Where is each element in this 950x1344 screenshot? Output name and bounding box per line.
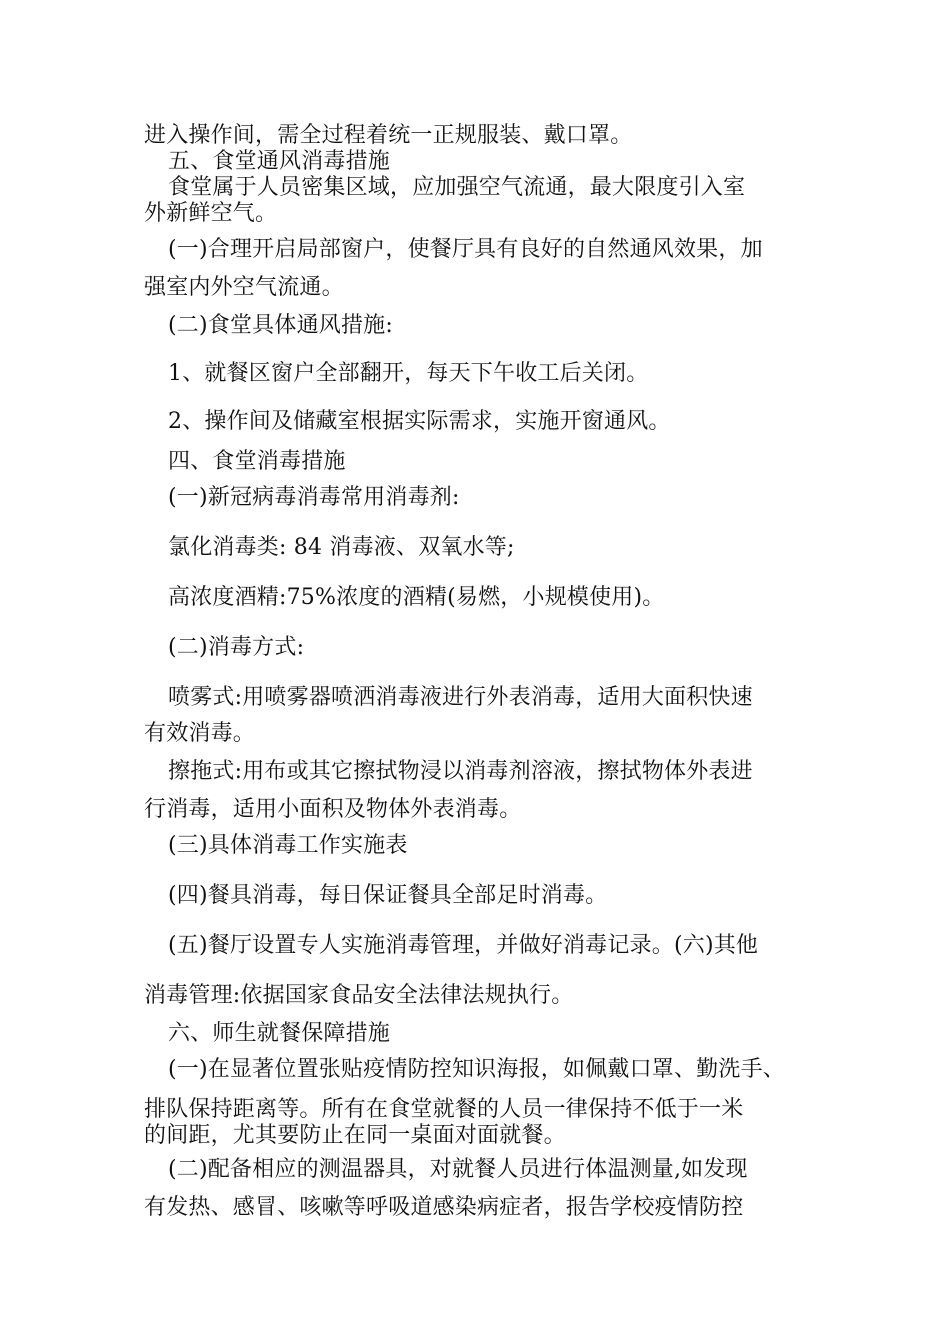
text-line: 喷雾式:用喷雾器喷洒消毒液进行外表消毒，适用大面积快速 <box>168 685 753 710</box>
text-line: (五)餐厅设置专人实施消毒管理，并做好消毒记录。(六)其他 <box>168 933 759 958</box>
text-line: 有效消毒。 <box>144 721 256 746</box>
text-line: (二)配备相应的测温器具，对就餐人员进行体温测量,如发现 <box>168 1157 748 1182</box>
section-heading: 五、食堂通风消毒措施 <box>168 149 391 174</box>
section-heading: 六、师生就餐保障措施 <box>168 1021 391 1046</box>
text-line: (一)在显著位置张贴疫情防控知识海报，如佩戴口罩、勤洗手、 <box>168 1057 785 1082</box>
text-line: 高浓度酒精:75%浓度的酒精(易燃，小规模使用)。 <box>168 585 665 610</box>
text-line: 氯化消毒类: 84 消毒液、双氧水等; <box>168 535 515 560</box>
text-line: 食堂属于人员密集区域，应加强空气流通，最大限度引入室 <box>168 175 746 200</box>
text-line: 有发热、感冒、咳嗽等呼吸道感染病症者，报告学校疫情防控 <box>144 1195 744 1220</box>
text-line: 强室内外空气流通。 <box>144 275 344 300</box>
text-line: (四)餐具消毒，每日保证餐具全部足时消毒。 <box>168 883 608 908</box>
text-line: 消毒管理:依据国家食品安全法律法规执行。 <box>144 983 574 1008</box>
text-line: (二)消毒方式: <box>168 635 305 660</box>
text-line: 排队保持距离等。所有在食堂就餐的人员一律保持不低于一米 <box>144 1097 744 1122</box>
text-line: 1、就餐区窗户全部翻开，每天下午收工后关闭。 <box>168 361 649 386</box>
text-line: (三)具体消毒工作实施表 <box>168 833 408 858</box>
text-line: 行消毒，适用小面积及物体外表消毒。 <box>144 797 522 822</box>
text-line: 擦拖式:用布或其它擦拭物浸以消毒剂溶液，擦拭物体外表进 <box>168 759 753 784</box>
section-heading: 四、食堂消毒措施 <box>168 449 346 474</box>
text-line: 进入操作间，需全过程着统一正规服装、戴口罩。 <box>144 123 633 148</box>
text-line: (二)食堂具体通风措施: <box>168 313 393 338</box>
text-line: 2、操作间及储藏室根据实际需求，实施开窗通风。 <box>168 409 671 434</box>
text-line: 外新鲜空气。 <box>144 201 278 226</box>
text-line: 的间距，尤其要防止在同一桌面对面就餐。 <box>144 1123 566 1148</box>
text-line: (一)新冠病毒消毒常用消毒剂: <box>168 485 460 510</box>
text-line: (一)合理开启局部窗户，使餐厅具有良好的自然通风效果，加 <box>168 237 763 262</box>
